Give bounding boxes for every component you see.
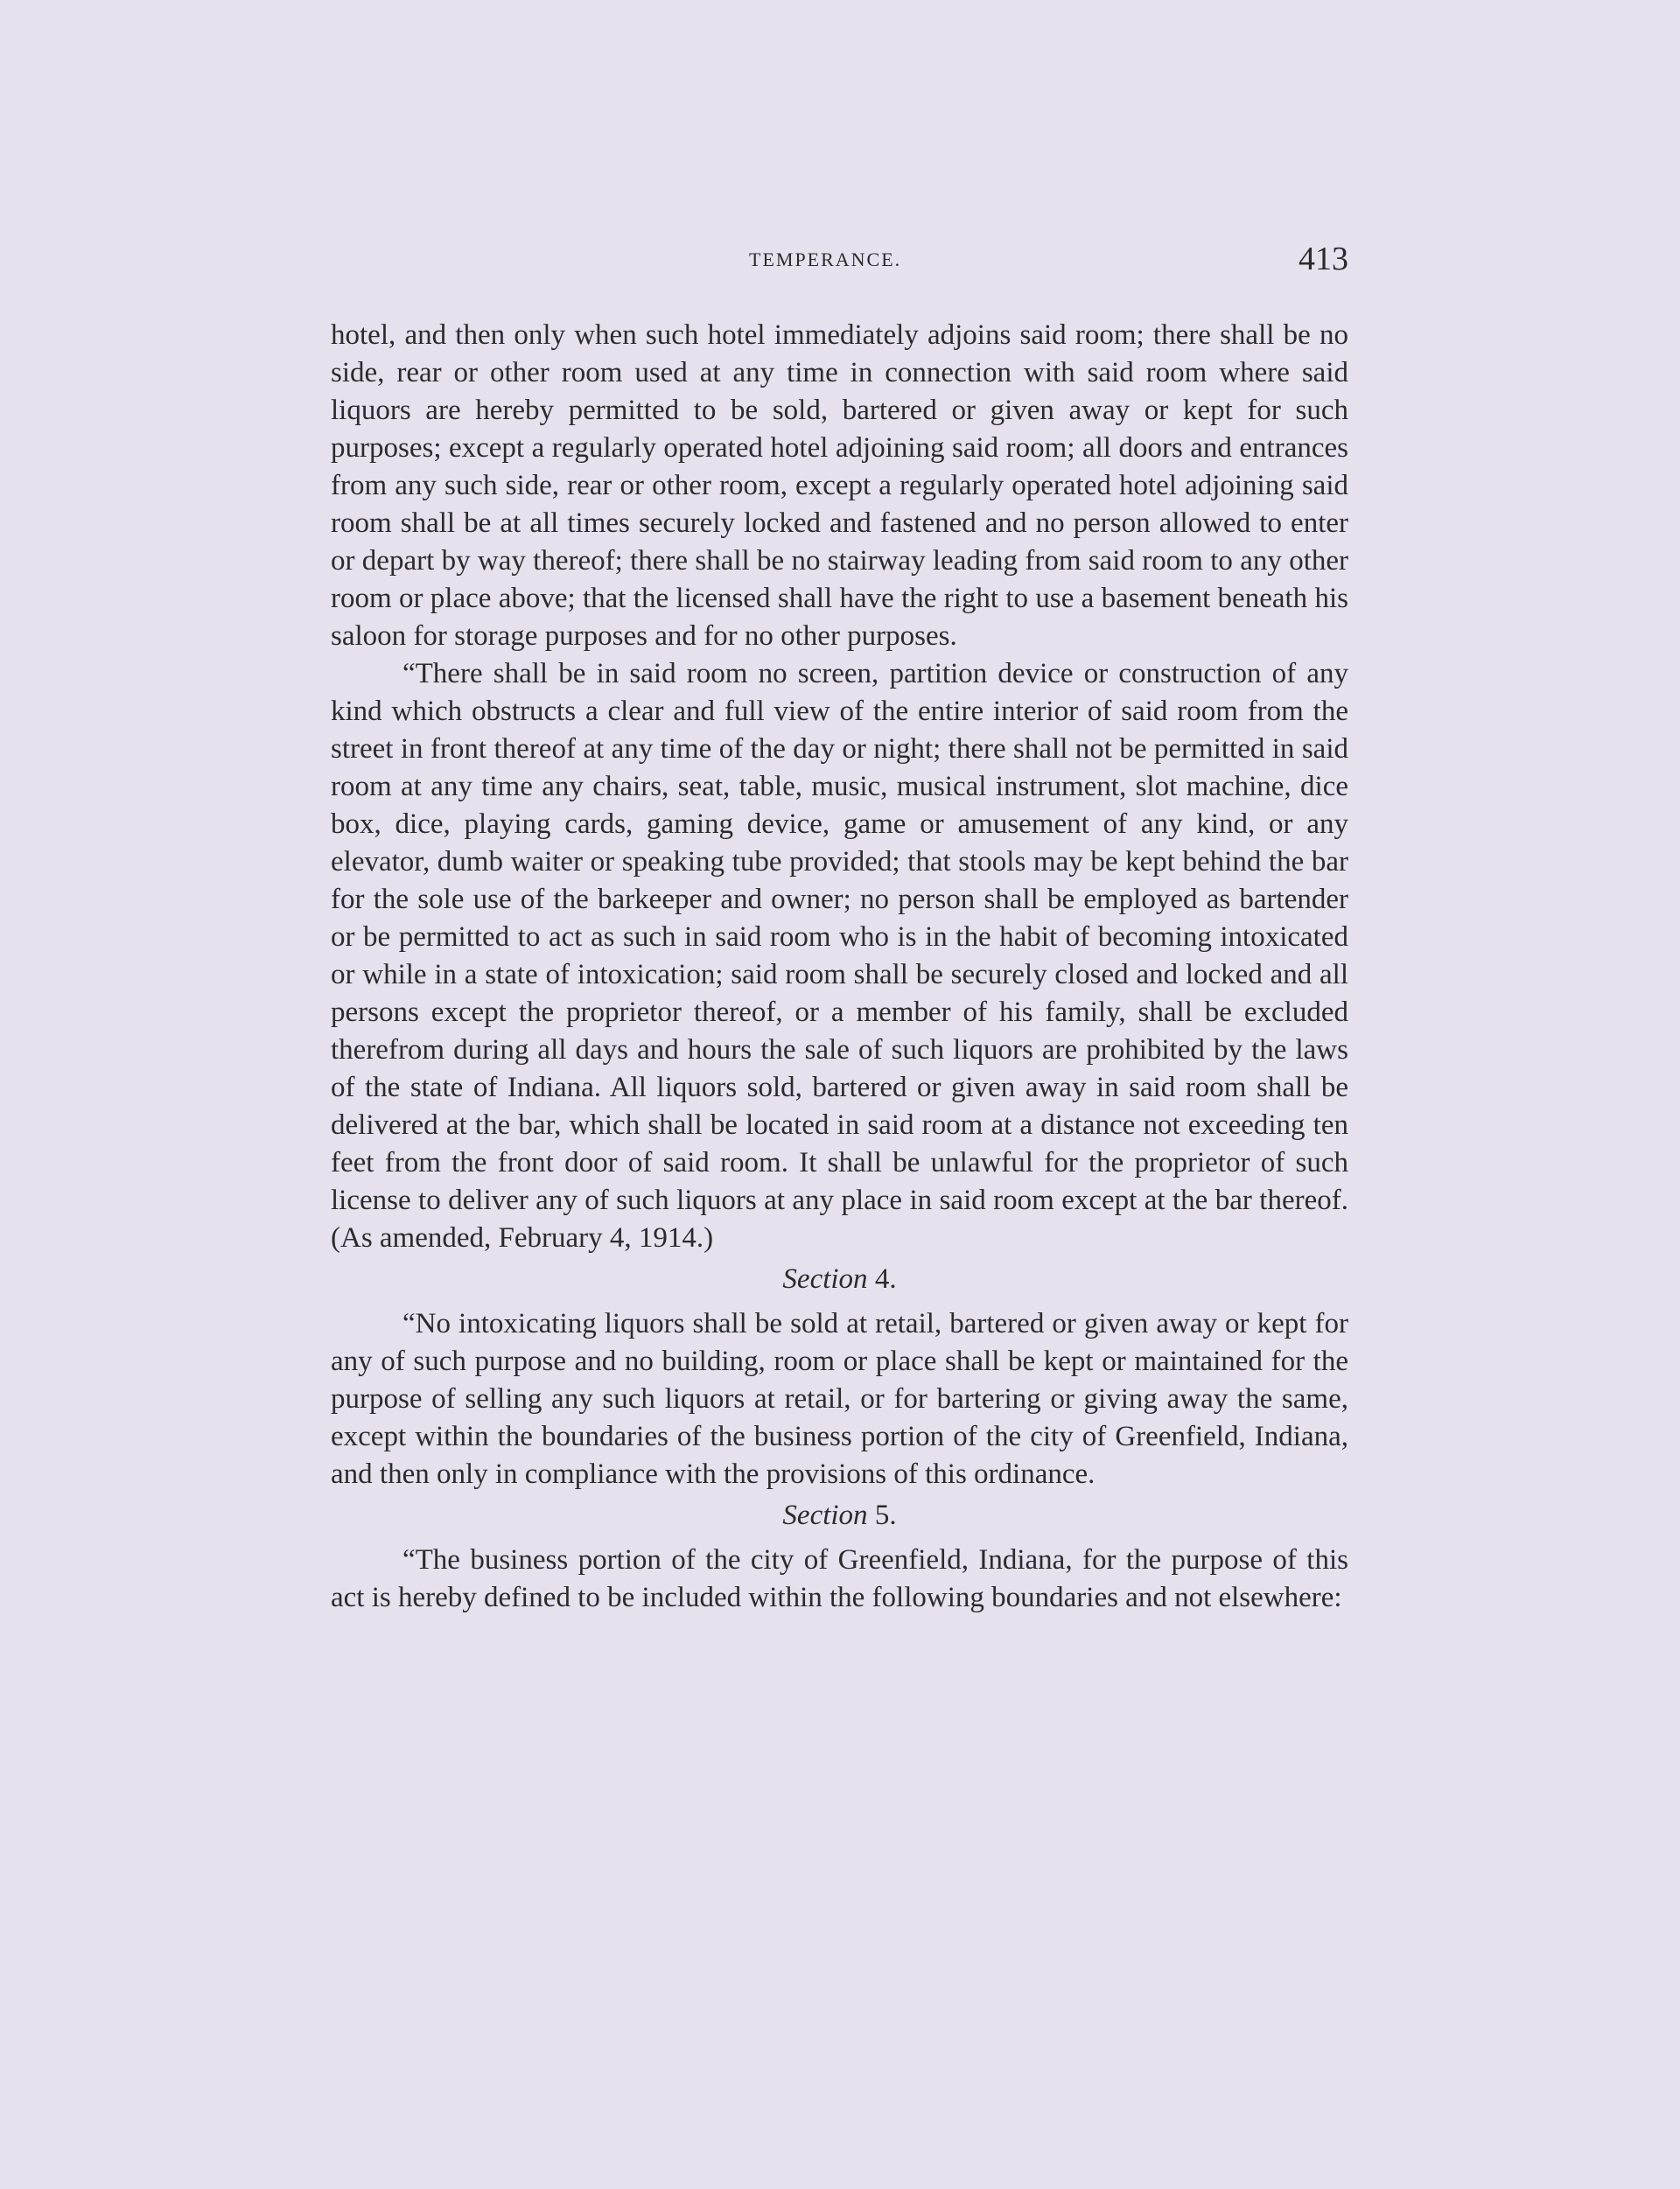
body-text bbox=[331, 317, 1348, 1617]
section-label: Section bbox=[782, 1263, 868, 1295]
paragraph-continued: hotel, and then only when such hotel immediately adjoins said room; there shall be no side, rear or other room used at any time in connection with said room where said liquors are hereby permitted to be sold, bartered or given away or kept for such purposes; except a regularly operated hotel adjoining said room; all doors and entrances from any such side, rear or other room, except a regularly operated hotel adjoining said room shall be at all times securely locked and fastened and no person allowed to enter or depart by way thereof; there shall be no stairway leading from said room to any other room or place above; that the licensed shall have the right to use a basement beneath his saloon for storage purposes and for no other purposes. bbox=[331, 319, 1348, 652]
paragraph: “The business portion of the city of Greenfield, Indiana, for the purpose of this act is hereby defined to be included within the following boundaries and not elsewhere: bbox=[331, 1544, 1348, 1613]
paragraph: “There shall be in said room no screen, partition device or construction of any kind which obstructs a clear and full view of the entire interior of said room from the street in front thereof at any time of the day or night; there shall not be permitted in said room at any time any chairs, seat, table, music, musical instrument, slot machine, dice box, dice, playing cards, gaming device, game or amusement of any kind, or any elevator, dumb waiter or speaking tube provided; that stools may be kept behind the bar for the sole use of the barkeeper and owner; no person shall be employed as bartender or be permitted to act as such in said room who is in the habit of becoming intoxicated or while in a state of intoxication; said room shall be securely closed and locked and all persons except the proprietor thereof, or a member of his family, shall be excluded therefrom during all days and hours the sale of such liquors are prohibited by the laws of the state of Indiana. All liquors sold, bartered or given away in said room shall be delivered at the bar, which shall be located in said room at a distance not exceeding ten feet from the front door of said room. It shall be unlawful for the proprietor of such license to deliver any of such liquors at any place in said room except at the bar thereof. (As amended, February 4, 1914.) bbox=[331, 658, 1348, 1254]
section-number: 5. bbox=[874, 1500, 897, 1531]
section-number: 4. bbox=[874, 1263, 897, 1295]
paragraph: “No intoxicating liquors shall be sold at retail, bartered or given away or kept for any of such purpose and no building, room or place shall be kept or maintained for the purpose of selling any such liquors at retail, or for bartering or giving away the same, except within the boundaries of the business portion of the city of Greenfield, Indiana, and then only in compliance with the provisions of this ordinance. bbox=[331, 1308, 1348, 1490]
page-number: 413 bbox=[1298, 241, 1348, 277]
running-head bbox=[331, 241, 1348, 283]
running-title: TEMPERANCE. bbox=[749, 248, 902, 270]
section-heading-5 bbox=[331, 1497, 1348, 1535]
section-heading-4 bbox=[331, 1261, 1348, 1298]
section-label: Section bbox=[782, 1500, 868, 1531]
